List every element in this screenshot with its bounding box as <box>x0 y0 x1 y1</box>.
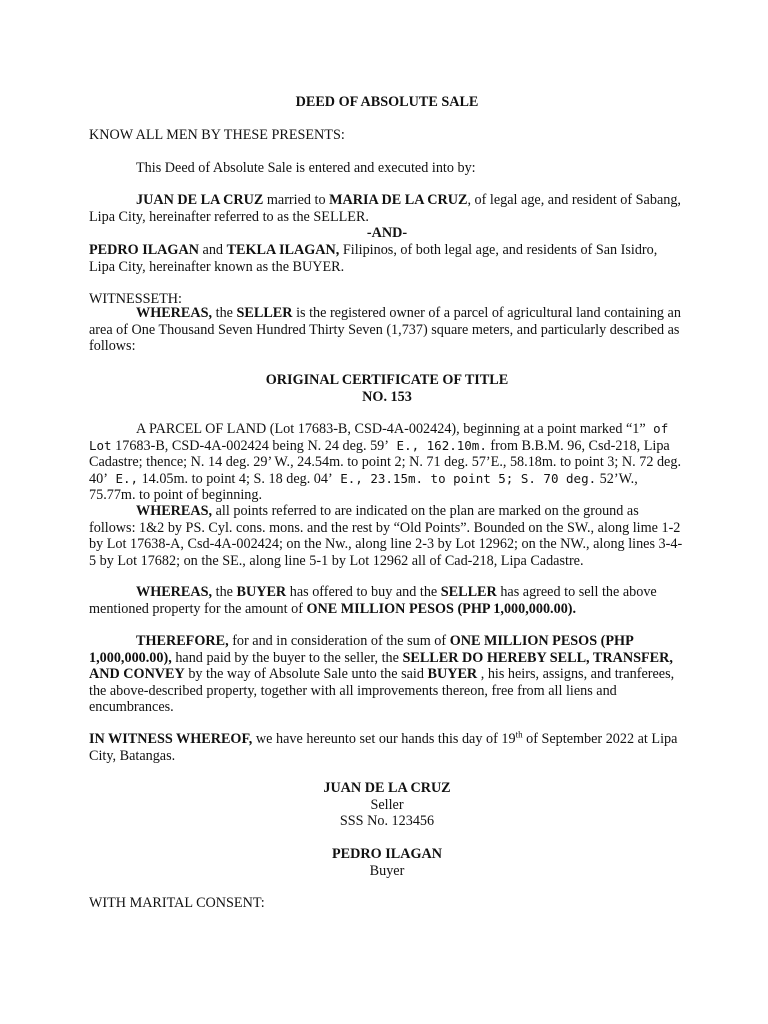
oct-heading: ORIGINAL CERTIFICATE OF TITLE NO. 153 <box>265 372 509 405</box>
buyer-name-1: PEDRO ILAGAN <box>89 242 199 258</box>
opening-line: KNOW ALL MEN BY THESE PRESENTS: <box>89 127 345 143</box>
therefore-clause: THEREFORE, for and in consideration of the sum of ONE MILLION PESOS (PHP 1,000,000.00), hand paid by the buyer to the seller, the SELLER DO HEREBY SELL, TRANSFER, AND CONVEY by the way of Absolute Sale unto the said BUYER , his heirs, assigns, and tranferees, the above-described property, together with all improvements thereon, free from all liens and encumbrances. <box>89 633 675 716</box>
spouse-name: MARIA DE LA CRUZ <box>329 192 468 208</box>
witnesseth-heading: WITNESSETH: <box>89 291 182 307</box>
buyer-paragraph: PEDRO ILAGAN and TEKLA ILAGAN, Filipinos, of both legal age, and residents of San Isidro, Lipa City, hereinafter known as the BUYER. <box>89 242 658 275</box>
and-separator: -AND- <box>366 225 408 241</box>
buyer-signature-block <box>89 846 685 879</box>
buyer-signature-name: PEDRO ILAGAN <box>332 846 442 862</box>
seller-role: Seller <box>370 796 404 813</box>
parcel-description: A PARCEL OF LAND (Lot 17683-B, CSD-4A-002424), beginning at a point marked “1” of Lot 17683-B, CSD-4A-002424 being N. 24 deg. 59’ E., 162.10m. from B.B.M. 96, Csd-218, Lipa Cadastre; thence; N. 14 deg. 29’ W., 24.54m. to point 2; N. 71 deg. 57’E., 58.18m. to point 3; N. 72 deg. 40’ E., 14.05m. to point 4; S. 18 deg. 04’ E., 23.15m. to point 5; S. 70 deg. 52’W., 75.77m. to point of beginning. <box>89 421 681 504</box>
whereas-offer: WHEREAS, the BUYER has offered to buy and the SELLER has agreed to sell the above mentioned property for the amount of ONE MILLION PESOS (PHP 1,000,000.00). <box>89 584 657 617</box>
whereas-ownership: WHEREAS, the SELLER is the registered owner of a parcel of agricultural land containing an area of One Thousand Seven Hundred Thirty Seven (1,737) square meters, and particularly described as follows: <box>89 305 681 355</box>
seller-signature-name: JUAN DE LA CRUZ <box>323 780 451 796</box>
seller-signature-block <box>89 780 685 830</box>
buyer-name-2: TEKLA ILAGAN, <box>226 242 340 258</box>
buyer-role: Buyer <box>369 862 405 879</box>
seller-name: JUAN DE LA CRUZ <box>136 192 264 208</box>
marital-consent-heading: WITH MARITAL CONSENT: <box>89 895 265 911</box>
witness-clause: IN WITNESS WHEREOF, we have hereunto set our hands this day of 19th of September 2022 at Lipa City, Batangas. <box>89 729 678 764</box>
seller-paragraph: JUAN DE LA CRUZ married to MARIA DE LA CRUZ, of legal age, and resident of Sabang, Lipa City, hereinafter referred to as the SELLER. <box>89 192 681 225</box>
seller-sss: SSS No. 123456 <box>339 813 435 830</box>
intro-line: This Deed of Absolute Sale is entered and executed into by: <box>136 160 476 176</box>
whereas-boundaries: WHEREAS, all points referred to are indicated on the plan are marked on the ground as follows: 1&2 by PS. Cyl. cons. mons. and the rest by “Old Points”. Bounded on the SW., along lime 1-2 by Lot 17638-A, Csd-4A-002424; on the Nw., along line 2-3 by Lot 12962; on the NW., along lines 3-4-5 by Lot 17682; on the SE., along line 5-1 by Lot 12962 all of Cad-218, Lipa Cadastre. <box>89 503 683 569</box>
document-title: DEED OF ABSOLUTE SALE <box>295 94 479 110</box>
